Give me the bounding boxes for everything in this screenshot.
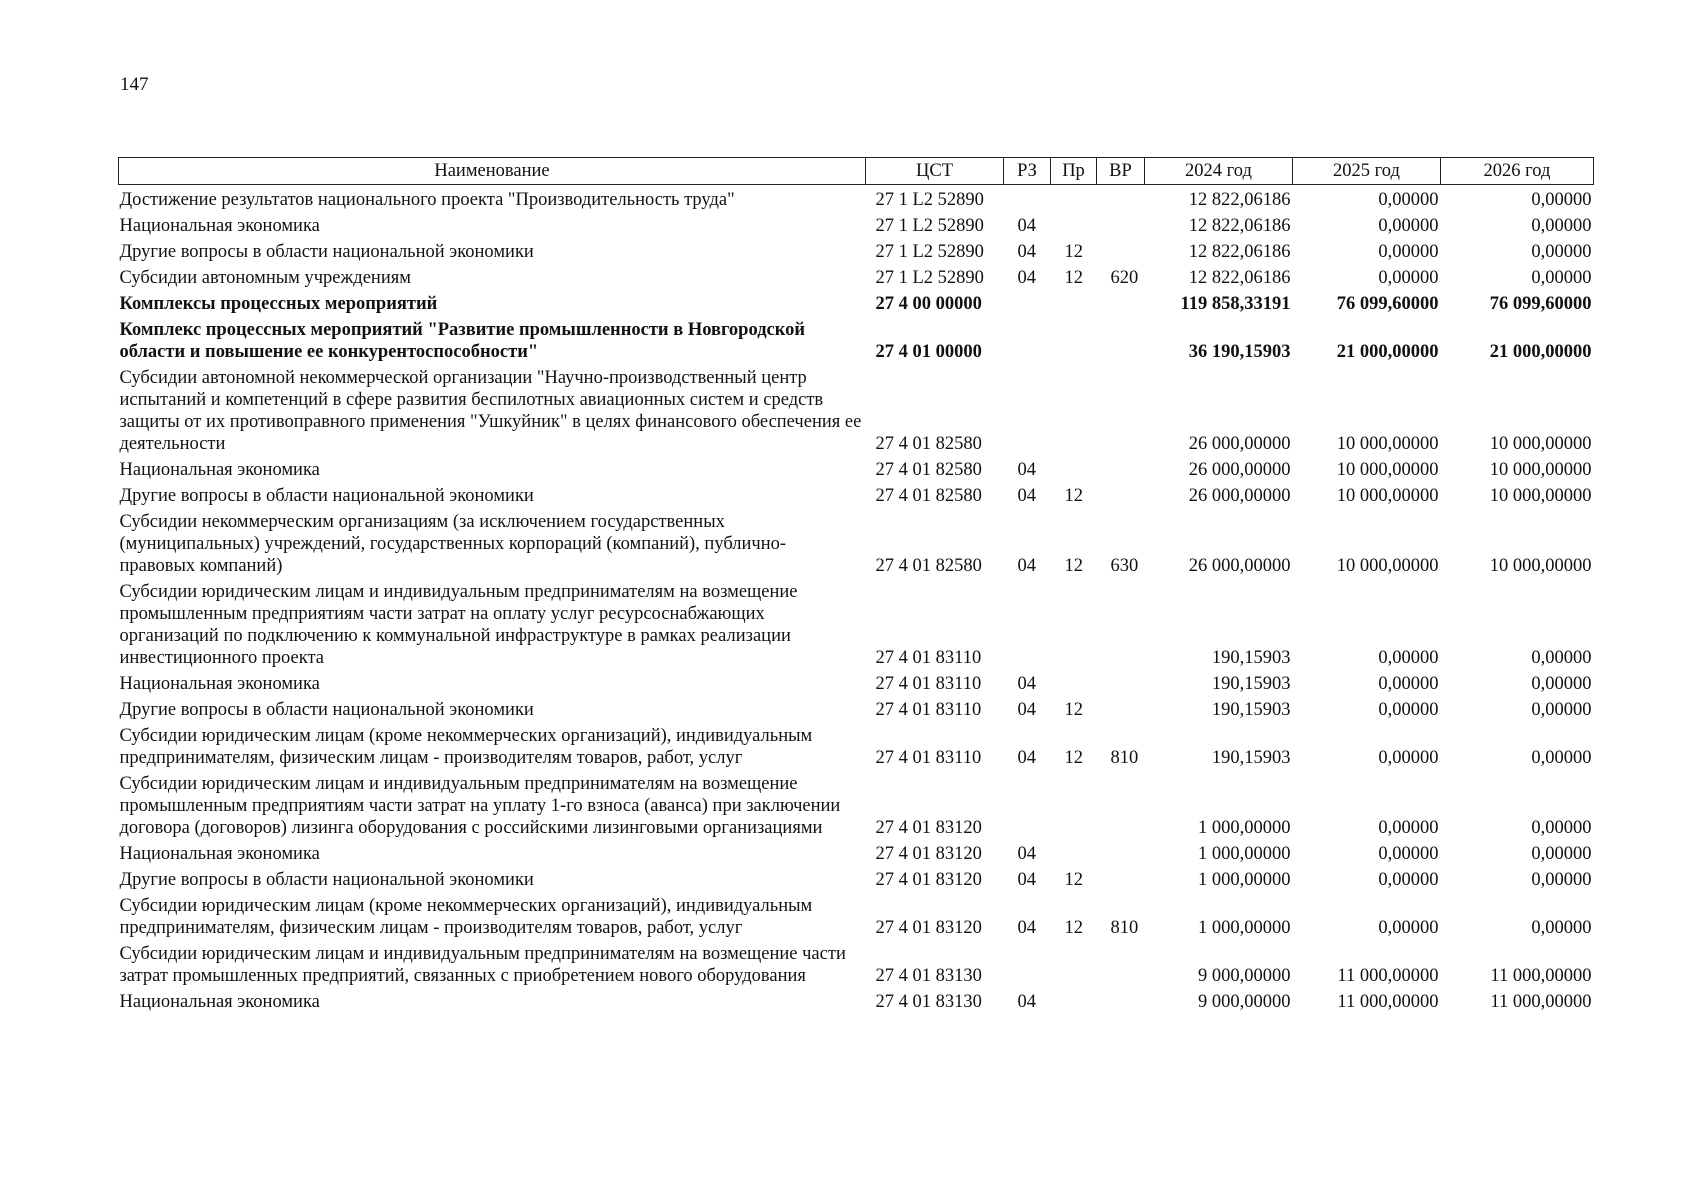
- cell-2026: 10 000,00000: [1489, 556, 1592, 576]
- cell-name: Национальная экономика: [119, 992, 320, 1012]
- cell-2026: 0,00000: [1531, 870, 1592, 890]
- cell-cst: 27 4 01 83110: [875, 748, 982, 768]
- cell-name: Субсидии юридическим лицам (кроме некоммерческих организаций), индивидуальным предпринимателям, физическим лицам - производителям товаров, работ, услуг: [119, 726, 813, 768]
- cell-rz: 04: [1017, 216, 1036, 236]
- cell-2024: 12 822,06186: [1188, 242, 1291, 262]
- table-header: [119, 158, 1594, 185]
- table-row: [119, 291, 1594, 317]
- cell-name: Субсидии юридическим лицам и индивидуальным предпринимателям на возмещение промышленным предприятиям части затрат на уплату 1-го взноса (аванса) при заключении договора (договоров) лизинга оборудования с российскими лизинговыми организациями: [119, 774, 841, 838]
- cell-pr: 12: [1064, 556, 1083, 576]
- cell-name: Субсидии юридическим лицам и индивидуальным предпринимателям на возмещение части затрат промышленных предприятий, связанных с приобретением нового оборудования: [119, 944, 846, 986]
- cell-rz: 04: [1017, 486, 1036, 506]
- cell-2024: 36 190,15903: [1188, 342, 1291, 362]
- cell-2025: 0,00000: [1378, 748, 1439, 768]
- cell-2026: 76 099,60000: [1489, 294, 1592, 314]
- cell-2026: 0,00000: [1531, 648, 1592, 668]
- cell-2024: 9 000,00000: [1198, 966, 1291, 986]
- cell-2026: 11 000,00000: [1490, 992, 1592, 1012]
- cell-pr: [1051, 213, 1097, 239]
- cell-name: Субсидии автономной некоммерческой организации "Научно-производственный центр испытаний и компетенций в сфере развития беспилотных авиационных систем и средств защиты от их противоправного применения "Ушкуйник" в целях финансового обеспечения ее деятельности: [119, 368, 862, 454]
- cell-name: Другие вопросы в области национальной экономики: [119, 870, 534, 890]
- cell-name: Субсидии юридическим лицам и индивидуальным предпринимателям на возмещение промышленным предприятиям части затрат на оплату услуг ресурсоснабжающих организаций по подключению к коммунальной инфраструктуре в рамках реализации инвестиционного проекта: [119, 582, 798, 668]
- cell-2025: 0,00000: [1378, 648, 1439, 668]
- cell-2024: 26 000,00000: [1188, 486, 1291, 506]
- cell-rz: 04: [1017, 918, 1036, 938]
- cell-2026: 0,00000: [1531, 190, 1592, 210]
- cell-cst: 27 4 00 00000: [875, 294, 982, 314]
- table-row: [119, 989, 1594, 1015]
- cell-2024: 26 000,00000: [1188, 434, 1291, 454]
- cell-2024: 9 000,00000: [1198, 992, 1291, 1012]
- budget-table: [118, 157, 1594, 1015]
- cell-2026: 0,00000: [1531, 818, 1592, 838]
- table-row: [119, 185, 1594, 214]
- cell-rz: 04: [1017, 268, 1036, 288]
- cell-2024: 1 000,00000: [1198, 870, 1291, 890]
- cell-2024: 190,15903: [1211, 648, 1291, 668]
- cell-vr: [1097, 213, 1145, 239]
- table-row: [119, 483, 1594, 509]
- cell-cst: 27 4 01 83130: [875, 992, 982, 1012]
- cell-2024: 1 000,00000: [1198, 818, 1291, 838]
- cell-vr: [1097, 291, 1145, 317]
- cell-vr: [1097, 841, 1145, 867]
- cell-2025: 0,00000: [1378, 870, 1439, 890]
- table-row: [119, 239, 1594, 265]
- cell-2025: 0,00000: [1378, 844, 1439, 864]
- cell-2026: 0,00000: [1531, 242, 1592, 262]
- cell-cst: 27 4 01 83120: [875, 844, 982, 864]
- cell-2026: 0,00000: [1531, 268, 1592, 288]
- cell-pr: [1051, 579, 1097, 671]
- cell-vr: 810: [1110, 918, 1139, 938]
- cell-2025: 76 099,60000: [1336, 294, 1439, 314]
- cell-2025: 0,00000: [1378, 190, 1439, 210]
- cell-2026: 0,00000: [1531, 674, 1592, 694]
- cell-vr: [1097, 771, 1145, 841]
- table-row: [119, 457, 1594, 483]
- cell-pr: [1051, 771, 1097, 841]
- table-row: [119, 697, 1594, 723]
- cell-cst: 27 4 01 83130: [875, 966, 982, 986]
- header-name: Наименование: [119, 158, 866, 185]
- cell-rz: [1004, 941, 1051, 989]
- cell-cst: 27 4 01 00000: [875, 342, 982, 362]
- cell-name: Другие вопросы в области национальной экономики: [119, 700, 534, 720]
- page-number: 147: [120, 74, 149, 95]
- header-2025: 2025 год: [1293, 158, 1441, 185]
- cell-pr: [1051, 365, 1097, 457]
- cell-2026: 11 000,00000: [1490, 966, 1592, 986]
- cell-rz: 04: [1017, 460, 1036, 480]
- table-row: [119, 509, 1594, 579]
- cell-vr: [1097, 671, 1145, 697]
- table-row: [119, 365, 1594, 457]
- cell-name: Национальная экономика: [119, 216, 320, 236]
- cell-cst: 27 4 01 82580: [875, 556, 982, 576]
- cell-2026: 0,00000: [1531, 918, 1592, 938]
- cell-2024: 12 822,06186: [1188, 190, 1291, 210]
- cell-cst: 27 4 01 83120: [875, 918, 982, 938]
- cell-2026: 0,00000: [1531, 700, 1592, 720]
- table-row: [119, 213, 1594, 239]
- cell-pr: [1051, 841, 1097, 867]
- cell-cst: 27 1 L2 52890: [875, 268, 984, 288]
- cell-rz: [1004, 317, 1051, 365]
- cell-2025: 21 000,00000: [1336, 342, 1439, 362]
- cell-vr: [1097, 697, 1145, 723]
- header-cst: ЦСТ: [866, 158, 1004, 185]
- cell-rz: 04: [1017, 556, 1036, 576]
- cell-2026: 10 000,00000: [1489, 486, 1592, 506]
- cell-vr: 620: [1110, 268, 1139, 288]
- table-row: [119, 317, 1594, 365]
- header-pr: Пр: [1051, 158, 1097, 185]
- cell-vr: 630: [1110, 556, 1139, 576]
- cell-name: Субсидии юридическим лицам (кроме некоммерческих организаций), индивидуальным предпринимателям, физическим лицам - производителям товаров, работ, услуг: [119, 896, 813, 938]
- cell-name: Национальная экономика: [119, 844, 320, 864]
- cell-vr: [1097, 365, 1145, 457]
- cell-vr: [1097, 941, 1145, 989]
- table-row: [119, 893, 1594, 941]
- cell-2025: 0,00000: [1378, 674, 1439, 694]
- cell-2024: 1 000,00000: [1198, 844, 1291, 864]
- cell-2024: 1 000,00000: [1198, 918, 1291, 938]
- cell-pr: [1051, 941, 1097, 989]
- cell-pr: 12: [1064, 486, 1083, 506]
- cell-name: Другие вопросы в области национальной экономики: [119, 242, 534, 262]
- cell-vr: [1097, 239, 1145, 265]
- cell-2025: 11 000,00000: [1337, 992, 1439, 1012]
- cell-rz: [1004, 365, 1051, 457]
- cell-name: Комплексы процессных мероприятий: [119, 294, 438, 314]
- cell-vr: [1097, 483, 1145, 509]
- cell-2024: 190,15903: [1211, 700, 1291, 720]
- cell-rz: 04: [1017, 844, 1036, 864]
- cell-2026: 0,00000: [1531, 748, 1592, 768]
- cell-name: Субсидии некоммерческим организациям (за исключением государственных (муниципальных) учреждений, государственных корпораций (компаний), публично-правовых компаний): [119, 512, 787, 576]
- cell-vr: [1097, 579, 1145, 671]
- cell-2025: 0,00000: [1378, 918, 1439, 938]
- table-row: [119, 941, 1594, 989]
- cell-vr: [1097, 185, 1145, 214]
- cell-pr: [1051, 291, 1097, 317]
- table-row: [119, 579, 1594, 671]
- cell-vr: [1097, 317, 1145, 365]
- cell-cst: 27 4 01 82580: [875, 486, 982, 506]
- cell-2025: 10 000,00000: [1336, 460, 1439, 480]
- table-row: [119, 841, 1594, 867]
- cell-name: Комплекс процессных мероприятий "Развитие промышленности в Новгородской области и повышение ее конкурентоспособности": [119, 320, 806, 362]
- cell-cst: 27 1 L2 52890: [875, 216, 984, 236]
- cell-vr: [1097, 457, 1145, 483]
- cell-rz: 04: [1017, 748, 1036, 768]
- cell-name: Другие вопросы в области национальной экономики: [119, 486, 534, 506]
- cell-2026: 10 000,00000: [1489, 460, 1592, 480]
- header-2026: 2026 год: [1441, 158, 1594, 185]
- cell-vr: [1097, 989, 1145, 1015]
- cell-pr: [1051, 989, 1097, 1015]
- cell-2025: 0,00000: [1378, 216, 1439, 236]
- cell-rz: [1004, 579, 1051, 671]
- table-row: [119, 723, 1594, 771]
- table-body: [119, 185, 1594, 1016]
- cell-cst: 27 4 01 82580: [875, 434, 982, 454]
- cell-pr: 12: [1064, 268, 1083, 288]
- cell-2024: 119 858,33191: [1180, 294, 1291, 314]
- cell-2025: 10 000,00000: [1336, 486, 1439, 506]
- cell-2024: 12 822,06186: [1188, 268, 1291, 288]
- table-row: [119, 867, 1594, 893]
- cell-2024: 190,15903: [1211, 748, 1291, 768]
- cell-name: Достижение результатов национального проекта "Производительность труда": [119, 190, 735, 210]
- cell-vr: [1097, 867, 1145, 893]
- cell-2026: 21 000,00000: [1489, 342, 1592, 362]
- cell-2025: 10 000,00000: [1336, 434, 1439, 454]
- cell-pr: 12: [1064, 242, 1083, 262]
- cell-2025: 0,00000: [1378, 700, 1439, 720]
- cell-pr: [1051, 317, 1097, 365]
- cell-cst: 27 4 01 83110: [875, 674, 982, 694]
- cell-rz: 04: [1017, 870, 1036, 890]
- cell-rz: [1004, 771, 1051, 841]
- header-rz: РЗ: [1004, 158, 1051, 185]
- cell-rz: 04: [1017, 242, 1036, 262]
- cell-cst: 27 1 L2 52890: [875, 242, 984, 262]
- cell-rz: 04: [1017, 674, 1036, 694]
- cell-2025: 11 000,00000: [1337, 966, 1439, 986]
- cell-pr: 12: [1064, 918, 1083, 938]
- cell-2024: 190,15903: [1211, 674, 1291, 694]
- cell-rz: [1004, 185, 1051, 214]
- cell-2025: 10 000,00000: [1336, 556, 1439, 576]
- cell-pr: 12: [1064, 748, 1083, 768]
- cell-cst: 27 4 01 83110: [875, 700, 982, 720]
- cell-2024: 26 000,00000: [1188, 460, 1291, 480]
- cell-2025: 0,00000: [1378, 242, 1439, 262]
- cell-pr: [1051, 457, 1097, 483]
- cell-pr: 12: [1064, 700, 1083, 720]
- table-row: [119, 265, 1594, 291]
- cell-2025: 0,00000: [1378, 818, 1439, 838]
- cell-2026: 0,00000: [1531, 844, 1592, 864]
- cell-2026: 0,00000: [1531, 216, 1592, 236]
- cell-2024: 26 000,00000: [1188, 556, 1291, 576]
- cell-pr: 12: [1064, 870, 1083, 890]
- cell-pr: [1051, 185, 1097, 214]
- cell-name: Национальная экономика: [119, 674, 320, 694]
- table-row: [119, 771, 1594, 841]
- header-2024: 2024 год: [1145, 158, 1293, 185]
- cell-2024: 12 822,06186: [1188, 216, 1291, 236]
- cell-rz: 04: [1017, 700, 1036, 720]
- cell-cst: 27 4 01 83120: [875, 818, 982, 838]
- header-vr: ВР: [1097, 158, 1145, 185]
- cell-pr: [1051, 671, 1097, 697]
- cell-2025: 0,00000: [1378, 268, 1439, 288]
- cell-cst: 27 1 L2 52890: [875, 190, 984, 210]
- table-row: [119, 671, 1594, 697]
- header-row: [119, 158, 1594, 185]
- cell-vr: 810: [1110, 748, 1139, 768]
- cell-cst: 27 4 01 82580: [875, 460, 982, 480]
- cell-cst: 27 4 01 83110: [875, 648, 982, 668]
- cell-cst: 27 4 01 83120: [875, 870, 982, 890]
- cell-rz: 04: [1017, 992, 1036, 1012]
- cell-rz: [1004, 291, 1051, 317]
- cell-name: Субсидии автономным учреждениям: [119, 268, 411, 288]
- cell-2026: 10 000,00000: [1489, 434, 1592, 454]
- cell-name: Национальная экономика: [119, 460, 320, 480]
